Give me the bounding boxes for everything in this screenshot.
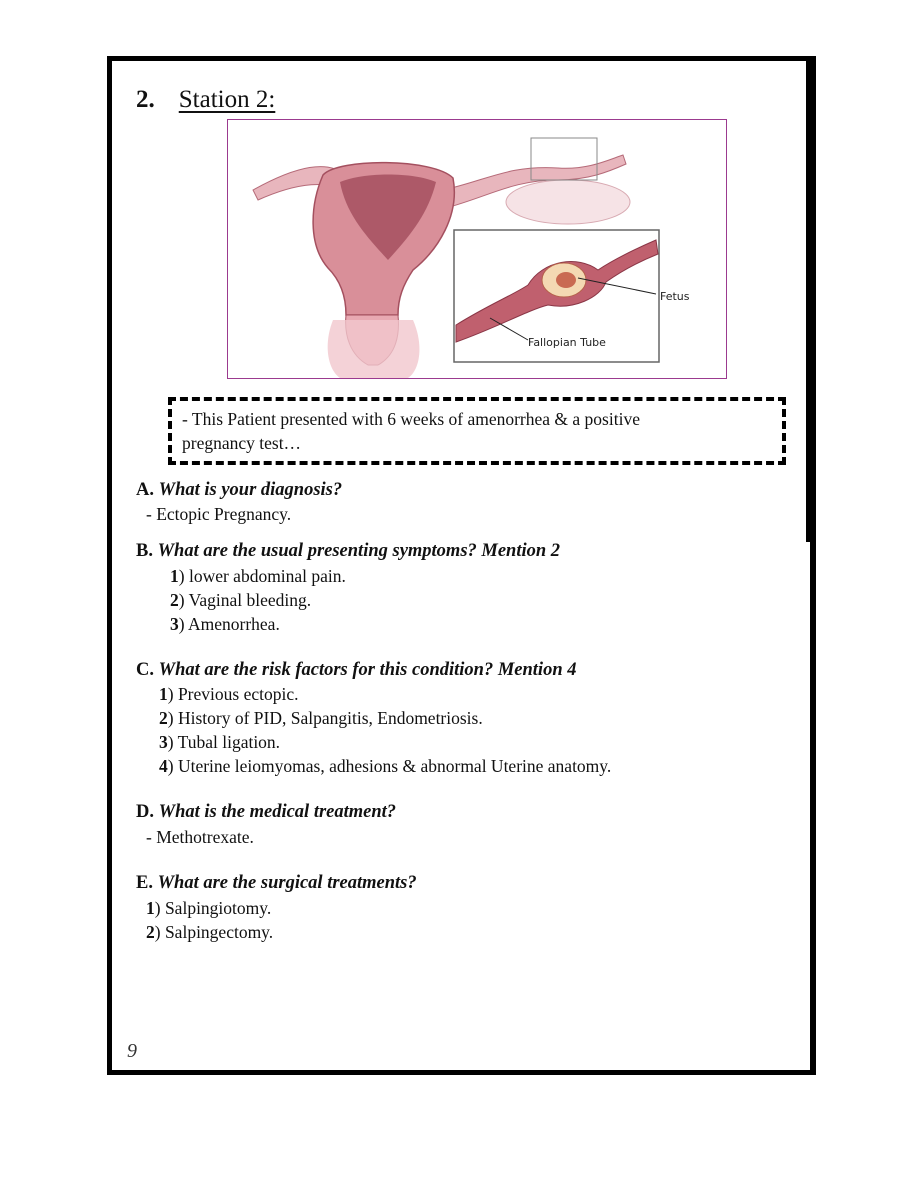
fetus-label: Fetus: [660, 290, 690, 303]
answer-e-1: 1) Salpingiotomy.: [146, 898, 272, 918]
question-text: What are the usual presenting symptoms? Mention 2: [157, 541, 561, 561]
answer-b-3: 3) Amenorrhea.: [170, 614, 280, 634]
question-text: What are the surgical treatments?: [157, 873, 417, 893]
question-text: What is the medical treatment?: [158, 802, 397, 822]
vagina: [328, 320, 420, 378]
answer-b-1: 1) lower abdominal pain.: [170, 566, 346, 586]
answer-c-3: 3) Tubal ligation.: [159, 732, 281, 752]
frame-right-edge: [806, 56, 814, 542]
station-number: 2.: [136, 86, 155, 113]
fallopian-tube-label: Fallopian Tube: [528, 336, 606, 349]
answer-d: [146, 827, 254, 848]
question-letter: E.: [136, 873, 153, 893]
answer-text: - Methotrexate.: [146, 827, 254, 847]
fetus: [556, 272, 576, 288]
question-d: [136, 802, 396, 823]
question-letter: D.: [136, 802, 154, 822]
answer-c-1: 1) Previous ectopic.: [159, 684, 299, 704]
answer-text: - Ectopic Pregnancy.: [146, 504, 292, 524]
question-text: What are the risk factors for this condition? Mention 4: [158, 660, 577, 680]
question-c: [136, 660, 576, 681]
case-line-1: - This Patient presented with 6 weeks of amenorrhea & a positive: [182, 409, 640, 429]
page-number: 9: [127, 1040, 137, 1062]
uterus-illustration: [227, 119, 727, 379]
answer-c-4: 4) Uterine leiomyomas, adhesions & abnormal Uterine anatomy.: [159, 756, 612, 776]
question-text: What is your diagnosis?: [158, 480, 343, 500]
station-title: Station 2:: [178, 86, 276, 113]
ectopic-pregnancy-diagram: [228, 120, 726, 378]
question-a: [136, 480, 342, 501]
case-line-2: pregnancy test…: [182, 433, 302, 453]
question-letter: C.: [136, 660, 154, 680]
answer-a: [146, 504, 291, 525]
answer-b-2: 2) Vaginal bleeding.: [170, 590, 312, 610]
ovary: [506, 180, 630, 224]
question-b: [136, 541, 560, 562]
case-description-box: [168, 397, 786, 465]
answer-c-2: 2) History of PID, Salpangitis, Endometriosis.: [159, 708, 483, 728]
question-e: [136, 873, 417, 894]
question-letter: B.: [136, 541, 153, 561]
answer-e-2: 2) Salpingectomy.: [146, 922, 274, 942]
question-letter: A.: [136, 480, 154, 500]
station-heading: [136, 86, 275, 114]
